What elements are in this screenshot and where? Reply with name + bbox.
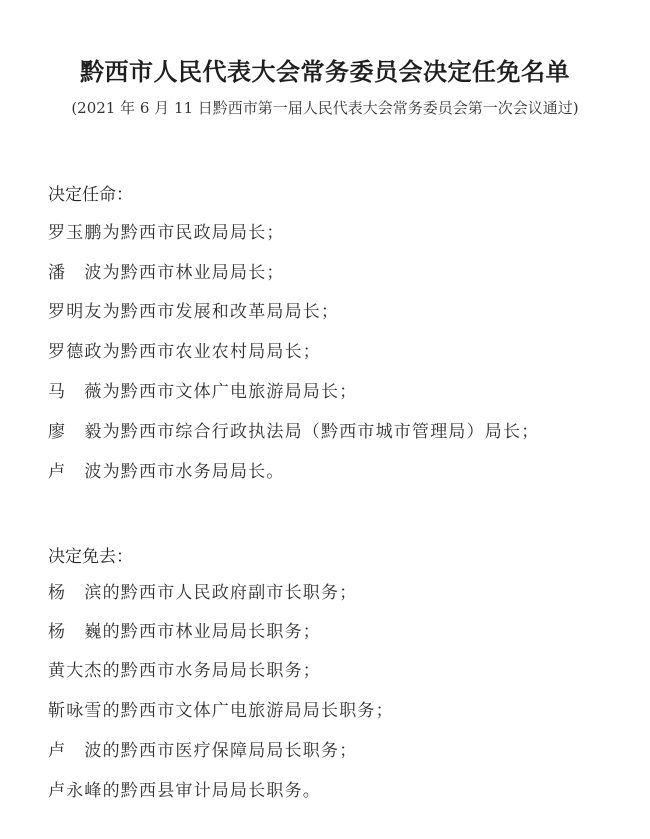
appointment-item-1: 罗玉鹏为黔西市民政局局长； [48, 223, 285, 243]
appointment-item-4: 罗德政为黔西市农业农村局局长； [48, 342, 321, 362]
appointment-item-6: 廖 毅为黔西市综合行政执法局（黔西市城市管理局）局长； [48, 422, 540, 442]
appointment-item-7: 卢 波为黔西市水务局局长。 [48, 462, 285, 482]
document-title: 黔西市人民代表大会常务委员会决定任免名单 [80, 58, 570, 86]
removal-item-5: 卢 波的黔西市医疗保障局局长职务； [48, 741, 358, 761]
document-subtitle: (2021 年 6 月 11 日黔西市第一届人民代表大会常务委员会第一次会议通过) [71, 99, 579, 117]
removal-item-6: 卢永峰的黔西县审计局局长职务。 [48, 781, 321, 801]
removal-item-4: 靳咏雪的黔西市文体广电旅游局局长职务； [48, 701, 394, 721]
appointments-heading: 决定任命： [48, 185, 133, 205]
removal-item-2: 杨 巍的黔西市林业局局长职务； [48, 622, 321, 642]
removal-item-3: 黄大杰的黔西市水务局局长职务； [48, 661, 321, 681]
appointment-item-5: 马 薇为黔西市文体广电旅游局局长； [48, 382, 358, 402]
removal-item-1: 杨 滨的黔西市人民政府副市长职务； [48, 583, 358, 603]
removals-heading: 决定免去： [48, 547, 133, 567]
appointment-item-3: 罗明友为黔西市发展和改革局局长； [48, 302, 340, 322]
appointment-item-2: 潘 波为黔西市林业局局长； [48, 263, 285, 283]
